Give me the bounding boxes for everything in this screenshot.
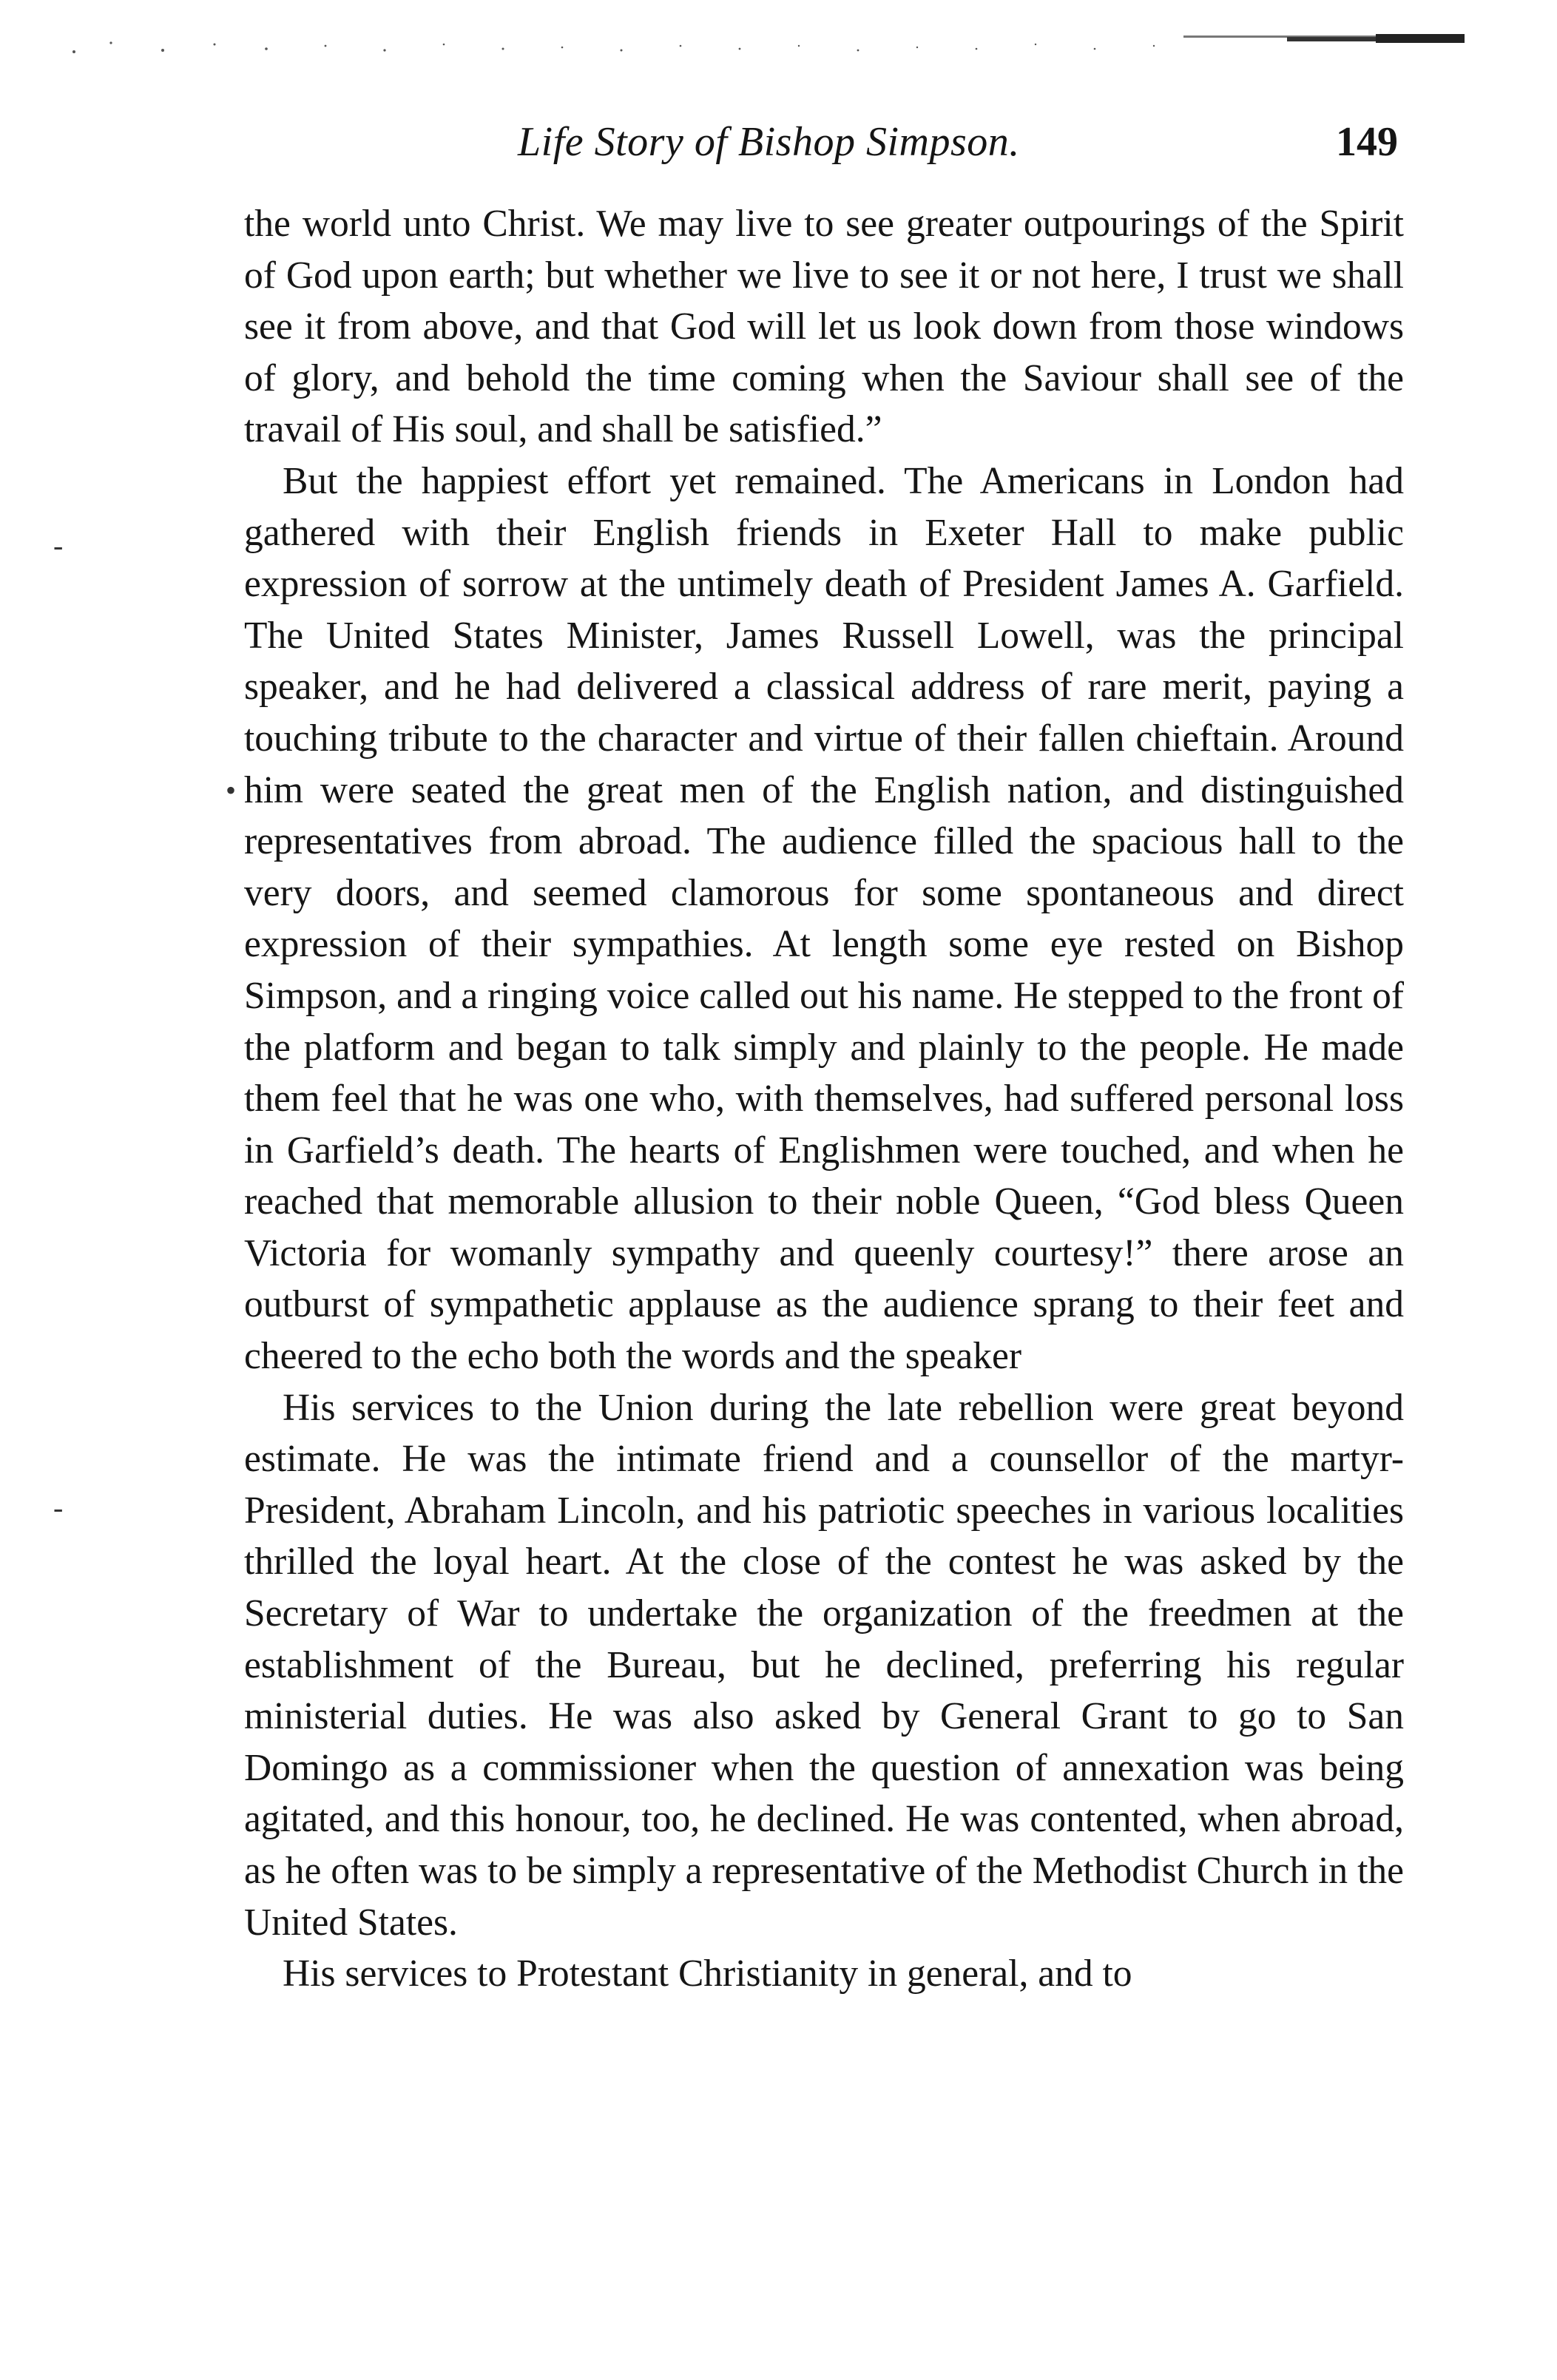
- margin-mark: -: [53, 529, 64, 562]
- paragraph: His services to Protestant Christianity in general, and to: [283, 1953, 1132, 1995]
- page-header: [244, 109, 1420, 176]
- body-text: [244, 198, 1404, 2000]
- paragraph: But the happiest effort yet remained. The Americans in London had gathered with their English friends in Exeter Hall to make public expression of sorrow at the untimely death of President James A. Garfield. The United States Minister, James Russell Lowell, was the principal speaker, and he had delivered a classical address of rare merit, paying a touching tribute to the character and virtue of their fallen chieftain. Around him were seated the great men of the English nation, and distinguished representatives from abroad. The audience filled the spacious hall to the very doors, and seemed clamorous for some spontaneous and direct expression of their sympathies. At length some eye rested on Bishop Simpson, and a ringing voice called out his name. He stepped to the front of the platform and began to talk simply and plainly to the people. He made them feel that he was one who, with themselves, had suffered personal loss in Garfield’s death. The hearts of Englishmen were touched, and when he reached that memorable allusion to their noble Queen, “God bless Queen Victoria for womanly sympathy and queenly courtesy!” there arose an outburst of sympathetic applause as the audience sprang to their feet and cheered to the echo both the words and the speaker: [244, 459, 1404, 1378]
- page-number: 149: [1336, 119, 1398, 165]
- paragraph: His services to the Union during the late rebellion were great beyond estimate. He was the intimate friend and a counsellor of the martyr-President, Abraham Lincoln, and his patriotic speeches in various localities thrilled the loyal heart. At the close of the contest he was asked by the Secretary of War to undertake the organization of the freedmen at the establishment of the Bureau, but he declined, preferring his regular ministerial duties. He was also asked by General Grant to go to San Domingo as a commissioner when the question of annexation was being agitated, and this honour, too, he declined. He was contented, when abroad, as he often was to be simply a representative of the Methodist Church in the United States.: [244, 1386, 1404, 1944]
- margin-mark: •: [226, 774, 237, 807]
- scan-noise-decoration: [44, 22, 1465, 67]
- running-title: Life Story of Bishop Simpson.: [518, 119, 1020, 165]
- paragraph: the world unto Christ. We may live to see greater outpourings of the Spirit of God upon earth; but whether we live to see it or not here, I trust we shall see it from above, and that God will let us look down from those windows of glory, and behold the time coming when the Saviour shall see of the travail of His soul, and shall be satisfied.”: [244, 203, 1404, 451]
- margin-mark: -: [53, 1491, 64, 1524]
